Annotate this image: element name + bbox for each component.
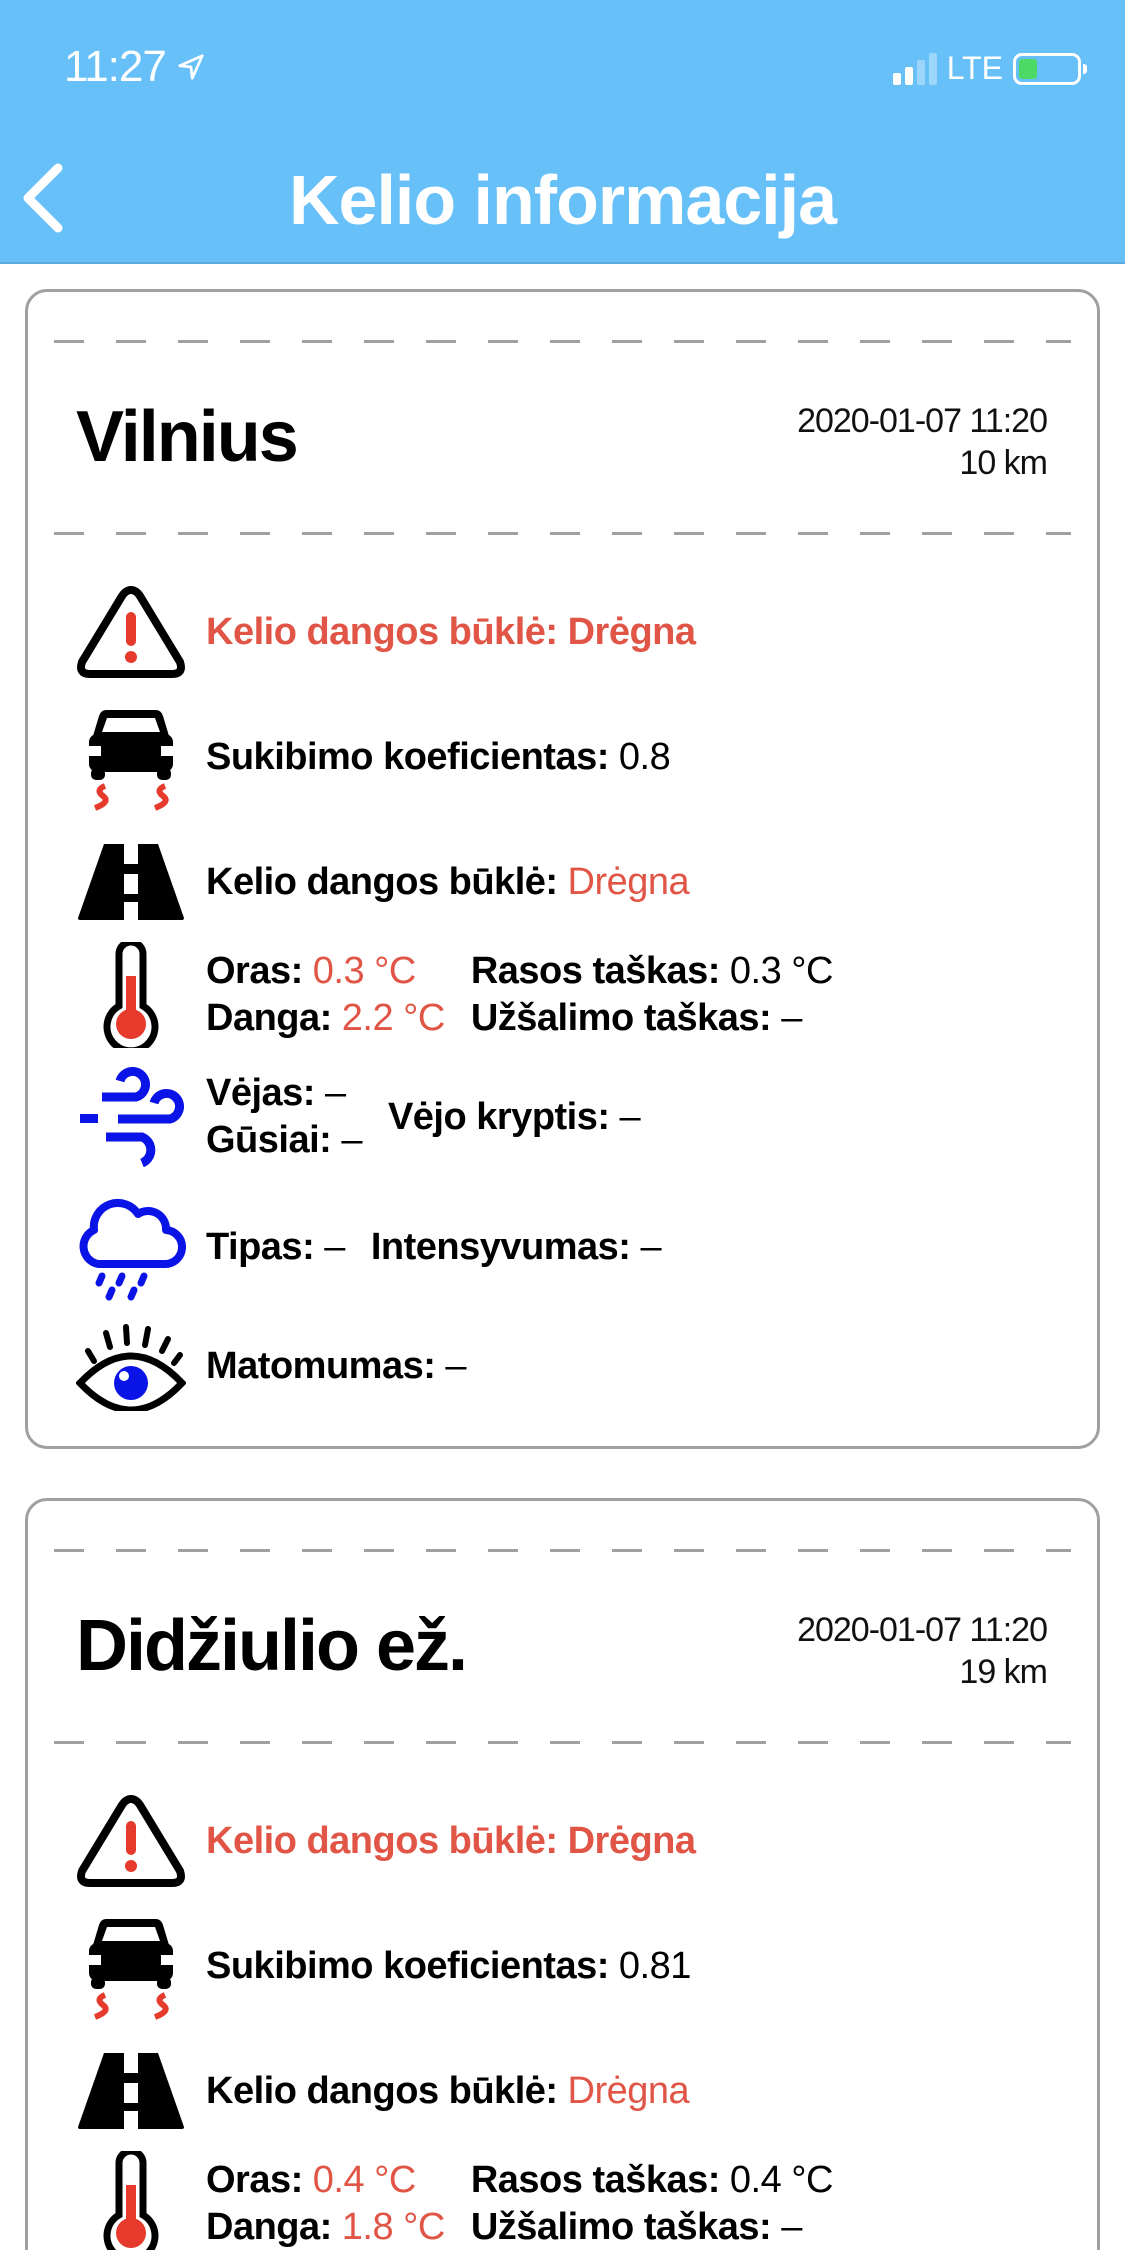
air-temp-label: Oras: xyxy=(206,950,303,992)
temperature-row xyxy=(76,940,1067,1050)
grip-value: 0.81 xyxy=(618,1944,691,1987)
road-temp-label: Danga: xyxy=(206,997,332,1039)
station-meta xyxy=(797,1609,1047,1693)
dashed-divider xyxy=(54,340,1071,343)
road-temp-value: 1.8 °C xyxy=(341,2206,445,2248)
station-card[interactable] xyxy=(25,289,1100,1449)
road-icon xyxy=(76,2051,186,2131)
warning-triangle-icon xyxy=(76,582,186,682)
surface-row xyxy=(76,832,1067,932)
warning-triangle-icon xyxy=(76,1791,186,1891)
grip-label: Sukibimo koeficientas: xyxy=(206,735,609,778)
road-temp-label: Danga: xyxy=(206,2206,332,2248)
dew-point-label: Rasos taškas: xyxy=(470,950,720,992)
wind-value: – xyxy=(324,1072,346,1114)
station-distance: 10 km xyxy=(959,444,1047,482)
intensity-label: Intensyvumas: xyxy=(370,1225,631,1268)
warning-row xyxy=(76,582,1067,682)
grip-value: 0.8 xyxy=(618,735,671,778)
freeze-point-label: Užšalimo taškas: xyxy=(470,2206,772,2248)
surface-label: Kelio dangos būklė: xyxy=(206,2069,558,2112)
visibility-value: – xyxy=(445,1344,467,1387)
air-temp-label: Oras: xyxy=(206,2159,303,2201)
thermometer-icon xyxy=(76,942,186,1048)
dashed-divider xyxy=(54,1741,1071,1744)
warning-row xyxy=(76,1791,1067,1891)
battery-icon xyxy=(1013,53,1081,85)
gusts-value: – xyxy=(341,1119,362,1161)
temperature-row xyxy=(76,2149,1067,2250)
eye-icon xyxy=(76,1321,186,1411)
surface-value: Drėgna xyxy=(567,2069,690,2112)
precip-type-label: Tipas: xyxy=(206,1225,315,1268)
dew-point-value: 0.3 °C xyxy=(729,950,833,992)
wind-direction-value: – xyxy=(619,1095,641,1138)
intensity-value: – xyxy=(640,1225,662,1268)
app-header xyxy=(0,0,1125,264)
freeze-point-label: Užšalimo taškas: xyxy=(470,997,772,1039)
rain-cloud-icon xyxy=(76,1192,186,1302)
visibility-label: Matomumas: xyxy=(206,1344,436,1387)
freeze-point-value: – xyxy=(781,997,802,1039)
surface-value: Drėgna xyxy=(567,860,690,903)
warning-text: Kelio dangos būklė: Drėgna xyxy=(206,610,696,653)
gusts-label: Gūsiai: xyxy=(206,1119,332,1161)
car-skid-icon xyxy=(76,702,186,812)
station-meta xyxy=(797,400,1047,484)
wind-row xyxy=(76,1062,1067,1172)
status-icons xyxy=(893,50,1081,87)
station-distance: 19 km xyxy=(959,1653,1047,1691)
wind-direction-label: Vėjo kryptis: xyxy=(387,1095,610,1138)
location-arrow-icon xyxy=(176,52,206,82)
surface-row xyxy=(76,2041,1067,2141)
dew-point-value: 0.4 °C xyxy=(729,2159,833,2201)
dew-point-label: Rasos taškas: xyxy=(470,2159,720,2201)
dashed-divider xyxy=(54,1549,1071,1552)
road-icon xyxy=(76,842,186,922)
network-type: LTE xyxy=(946,50,1003,86)
page-title: Kelio informacija xyxy=(288,161,837,239)
warning-text: Kelio dangos būklė: Drėgna xyxy=(206,1819,696,1862)
station-datetime: 2020-01-07 11:20 xyxy=(797,1611,1047,1649)
precipitation-row xyxy=(76,1192,1067,1302)
wind-label: Vėjas: xyxy=(206,1072,315,1114)
status-time xyxy=(64,42,206,92)
station-datetime: 2020-01-07 11:20 xyxy=(797,402,1047,440)
thermometer-icon xyxy=(76,2151,186,2250)
station-name: Didžiulio ež. xyxy=(76,1606,467,1686)
station-card[interactable] xyxy=(25,1498,1100,2250)
car-skid-icon xyxy=(76,1911,186,2021)
dashed-divider xyxy=(54,532,1071,535)
surface-label: Kelio dangos būklė: xyxy=(206,860,558,903)
grip-row xyxy=(76,702,1067,812)
grip-row xyxy=(76,1911,1067,2021)
air-temp-value: 0.3 °C xyxy=(312,950,416,992)
clock: 11:27 xyxy=(64,42,166,91)
signal-strength-icon xyxy=(893,53,937,85)
grip-label: Sukibimo koeficientas: xyxy=(206,1944,609,1987)
visibility-row xyxy=(76,1316,1067,1416)
road-temp-value: 2.2 °C xyxy=(341,997,445,1039)
precip-type-value: – xyxy=(324,1225,345,1268)
freeze-point-value: – xyxy=(781,2206,802,2248)
station-name: Vilnius xyxy=(76,397,297,477)
wind-icon xyxy=(76,1067,186,1167)
air-temp-value: 0.4 °C xyxy=(312,2159,416,2201)
